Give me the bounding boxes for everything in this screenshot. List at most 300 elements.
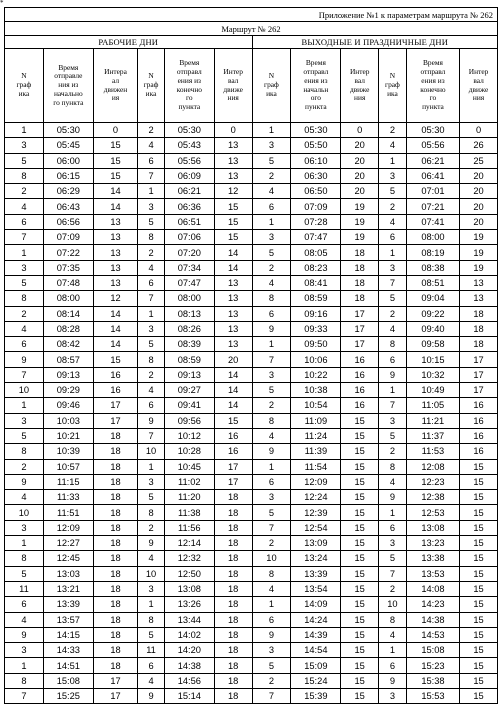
table-cell: 15: [341, 627, 379, 642]
table-cell: 17: [460, 367, 498, 382]
table-cell: 15:25: [43, 688, 93, 703]
table-row: [5, 459, 498, 474]
table-cell: 15: [460, 688, 498, 703]
table-cell: 8: [138, 230, 165, 245]
col-interval: Интер вал движе ния: [460, 49, 498, 123]
table-cell: 8: [5, 168, 44, 183]
table-cell: 11:37: [406, 428, 459, 443]
table-cell: 4: [138, 551, 165, 566]
table-cell: 9: [5, 474, 44, 489]
table-cell: 15: [460, 627, 498, 642]
table-cell: 12:50: [164, 566, 214, 581]
table-cell: 1: [379, 153, 407, 168]
table-cell: 13: [93, 245, 137, 260]
col-schedule-no: N граф ика: [252, 49, 291, 123]
table-cell: 13: [93, 230, 137, 245]
table-cell: 11:38: [164, 505, 214, 520]
col-schedule-no: N граф ика: [379, 49, 407, 123]
table-cell: 4: [379, 474, 407, 489]
table-cell: 17: [214, 474, 252, 489]
table-cell: 06:15: [43, 168, 93, 183]
table-cell: 5: [379, 291, 407, 306]
table-cell: 8: [5, 673, 44, 688]
table-cell: 18: [214, 597, 252, 612]
table-cell: 7: [5, 230, 44, 245]
table-cell: 11:02: [164, 474, 214, 489]
table-cell: 6: [138, 398, 165, 413]
table-row: [5, 291, 498, 306]
table-cell: 10:49: [406, 383, 459, 398]
table-row: [5, 551, 498, 566]
table-row: [5, 536, 498, 551]
table-row: [5, 352, 498, 367]
table-cell: 15: [460, 658, 498, 673]
table-cell: 18: [214, 490, 252, 505]
table-cell: 12:08: [406, 459, 459, 474]
col-dep-end: Время отправл ения из конечно го пункта: [406, 49, 459, 123]
table-cell: 05:56: [164, 153, 214, 168]
table-cell: 1: [5, 123, 44, 138]
table-cell: 06:56: [43, 214, 93, 229]
table-cell: 18: [341, 275, 379, 290]
table-cell: 7: [5, 688, 44, 703]
table-cell: 15: [214, 230, 252, 245]
table-cell: 2: [138, 123, 165, 138]
table-cell: 07:35: [43, 260, 93, 275]
table-cell: 15: [460, 490, 498, 505]
table-row: [5, 337, 498, 352]
table-cell: 4: [138, 260, 165, 275]
table-cell: 06:41: [406, 168, 459, 183]
table-cell: 09:29: [43, 383, 93, 398]
table-cell: 3: [138, 581, 165, 596]
table-cell: 05:45: [43, 138, 93, 153]
table-cell: 9: [5, 352, 44, 367]
table-cell: 4: [379, 214, 407, 229]
table-cell: 26: [460, 138, 498, 153]
table-cell: 13:03: [43, 566, 93, 581]
col-dep-start: Время отправле ния из начально го пункта: [43, 49, 93, 123]
table-cell: 15:09: [291, 658, 341, 673]
table-cell: 07:21: [406, 199, 459, 214]
table-cell: 14:38: [164, 658, 214, 673]
table-cell: 17: [93, 413, 137, 428]
table-cell: 5: [138, 337, 165, 352]
table-cell: 13: [214, 306, 252, 321]
table-cell: 06:36: [164, 199, 214, 214]
table-cell: 3: [252, 138, 291, 153]
table-cell: 8: [138, 352, 165, 367]
table-cell: 15:14: [164, 688, 214, 703]
table-cell: 2: [138, 367, 165, 382]
table-cell: 15:39: [291, 688, 341, 703]
table-cell: 5: [252, 658, 291, 673]
table-cell: 11:21: [406, 413, 459, 428]
col-interval: Интера ал движен ия: [93, 49, 137, 123]
table-cell: 4: [252, 428, 291, 443]
table-cell: 10:28: [164, 444, 214, 459]
table-cell: 17: [460, 383, 498, 398]
table-cell: 9: [379, 367, 407, 382]
route-title: Маршрут № 262: [5, 22, 498, 36]
table-cell: 08:00: [164, 291, 214, 306]
table-cell: 3: [5, 643, 44, 658]
table-cell: 16: [93, 383, 137, 398]
table-cell: 18: [214, 627, 252, 642]
table-cell: 15: [341, 520, 379, 535]
table-cell: 18: [93, 581, 137, 596]
table-cell: 8: [252, 413, 291, 428]
table-cell: 7: [252, 688, 291, 703]
table-cell: 06:00: [43, 153, 93, 168]
table-cell: 4: [5, 199, 44, 214]
table-row: [5, 627, 498, 642]
table-cell: 09:16: [291, 306, 341, 321]
table-cell: 11:54: [291, 459, 341, 474]
table-cell: 09:04: [406, 291, 459, 306]
table-cell: 18: [93, 612, 137, 627]
table-cell: 10:39: [43, 444, 93, 459]
table-cell: 15: [341, 474, 379, 489]
table-cell: 2: [379, 306, 407, 321]
table-cell: 08:41: [291, 275, 341, 290]
table-cell: 10: [138, 444, 165, 459]
table-cell: 07:47: [164, 275, 214, 290]
table-cell: 20: [460, 214, 498, 229]
table-cell: 1: [138, 184, 165, 199]
table-cell: 18: [214, 520, 252, 535]
table-cell: 14:02: [164, 627, 214, 642]
table-cell: 0: [460, 123, 498, 138]
table-cell: 5: [379, 551, 407, 566]
table-cell: 7: [252, 520, 291, 535]
table-cell: 08:59: [164, 352, 214, 367]
table-cell: 06:10: [291, 153, 341, 168]
table-cell: 1: [138, 306, 165, 321]
table-cell: 10: [138, 566, 165, 581]
table-cell: 3: [379, 536, 407, 551]
table-cell: 6: [252, 306, 291, 321]
table-cell: 1: [5, 398, 44, 413]
table-cell: 09:13: [164, 367, 214, 382]
table-cell: 15: [341, 428, 379, 443]
table-cell: 07:48: [43, 275, 93, 290]
table-cell: 13: [93, 214, 137, 229]
table-cell: 11:53: [406, 444, 459, 459]
table-cell: 9: [138, 413, 165, 428]
table-cell: 8: [252, 566, 291, 581]
table-cell: 15: [341, 505, 379, 520]
table-cell: 17: [214, 459, 252, 474]
table-cell: 18: [214, 643, 252, 658]
table-cell: 15: [93, 168, 137, 183]
table-cell: 07:22: [43, 245, 93, 260]
table-cell: 1: [252, 459, 291, 474]
table-cell: 3: [379, 413, 407, 428]
table-cell: 2: [379, 123, 407, 138]
table-cell: 10:54: [291, 398, 341, 413]
table-cell: 16: [460, 444, 498, 459]
table-cell: 17: [93, 398, 137, 413]
table-cell: 5: [5, 566, 44, 581]
table-cell: 06:21: [406, 153, 459, 168]
table-cell: 19: [460, 245, 498, 260]
table-cell: 1: [379, 505, 407, 520]
table-cell: 2: [5, 459, 44, 474]
table-cell: 15: [341, 413, 379, 428]
table-cell: 11:20: [164, 490, 214, 505]
table-cell: 7: [138, 291, 165, 306]
table-cell: 7: [379, 566, 407, 581]
table-cell: 15: [460, 474, 498, 489]
table-cell: 17: [93, 673, 137, 688]
table-cell: 1: [5, 245, 44, 260]
table-cell: 18: [214, 658, 252, 673]
table-cell: 12:14: [164, 536, 214, 551]
table-cell: 15: [341, 643, 379, 658]
table-cell: 0: [341, 123, 379, 138]
table-cell: 15: [341, 444, 379, 459]
table-cell: 15: [214, 214, 252, 229]
table-cell: 16: [460, 428, 498, 443]
table-cell: 16: [341, 383, 379, 398]
table-cell: 16: [214, 444, 252, 459]
table-cell: 18: [341, 245, 379, 260]
table-cell: 3: [5, 138, 44, 153]
table-cell: 3: [379, 168, 407, 183]
table-cell: 13: [214, 168, 252, 183]
table-cell: 18: [93, 474, 137, 489]
table-cell: 16: [214, 428, 252, 443]
table-row: [5, 184, 498, 199]
table-cell: 5: [138, 627, 165, 642]
table-cell: 2: [379, 581, 407, 596]
table-cell: 5: [252, 245, 291, 260]
table-cell: 18: [93, 597, 137, 612]
table-row: [5, 245, 498, 260]
table-cell: 7: [379, 398, 407, 413]
table-cell: 18: [214, 536, 252, 551]
table-cell: 07:34: [164, 260, 214, 275]
table-cell: 09:33: [291, 321, 341, 336]
table-cell: 11:33: [43, 490, 93, 505]
col-dep-start: Время отправл ения из начальн ого пункта: [291, 49, 341, 123]
table-cell: 14: [214, 398, 252, 413]
table-cell: 18: [214, 673, 252, 688]
table-cell: 3: [138, 321, 165, 336]
table-cell: 10:32: [406, 367, 459, 382]
table-cell: 08:28: [43, 321, 93, 336]
table-cell: 07:20: [164, 245, 214, 260]
table-cell: 11:39: [291, 444, 341, 459]
table-cell: 1: [5, 536, 44, 551]
table-cell: 10:03: [43, 413, 93, 428]
group-weekends: ВЫХОДНЫЕ И ПРАЗДНИЧНЫЕ ДНИ: [252, 36, 497, 49]
table-cell: 13:23: [406, 536, 459, 551]
table-cell: 16: [341, 367, 379, 382]
table-cell: 9: [252, 321, 291, 336]
table-cell: 12: [214, 184, 252, 199]
table-row: [5, 413, 498, 428]
table-cell: 08:42: [43, 337, 93, 352]
table-cell: 4: [5, 490, 44, 505]
table-cell: 14: [93, 184, 137, 199]
corner-mark: *: [0, 0, 4, 7]
table-cell: 15: [214, 199, 252, 214]
table-cell: 09:50: [291, 337, 341, 352]
table-row: [5, 490, 498, 505]
table-cell: 4: [138, 138, 165, 153]
table-cell: 20: [341, 184, 379, 199]
table-row: [5, 474, 498, 489]
table-cell: 17: [460, 352, 498, 367]
table-cell: 8: [5, 291, 44, 306]
table-cell: 15:24: [291, 673, 341, 688]
table-cell: 13: [214, 337, 252, 352]
table-cell: 14:09: [291, 597, 341, 612]
table-row: [5, 214, 498, 229]
table-cell: 11:09: [291, 413, 341, 428]
table-cell: 13:39: [43, 597, 93, 612]
table-row: [5, 306, 498, 321]
table-cell: 4: [138, 383, 165, 398]
table-cell: 18: [93, 551, 137, 566]
table-cell: 05:50: [291, 138, 341, 153]
table-cell: 6: [252, 612, 291, 627]
table-cell: 1: [379, 643, 407, 658]
table-cell: 08:19: [406, 245, 459, 260]
table-cell: 7: [252, 352, 291, 367]
table-cell: 13: [93, 275, 137, 290]
table-cell: 1: [138, 459, 165, 474]
table-row: [5, 153, 498, 168]
table-cell: 5: [252, 383, 291, 398]
table-cell: 11: [138, 643, 165, 658]
table-cell: 10:06: [291, 352, 341, 367]
table-cell: 15: [341, 459, 379, 474]
table-cell: 5: [252, 505, 291, 520]
table-cell: 18: [214, 612, 252, 627]
table-cell: 12: [93, 291, 137, 306]
table-cell: 20: [341, 138, 379, 153]
table-cell: 18: [460, 337, 498, 352]
table-cell: 11:05: [406, 398, 459, 413]
table-cell: 07:09: [43, 230, 93, 245]
table-row: [5, 520, 498, 535]
table-cell: 3: [5, 520, 44, 535]
col-dep-end: Время отправл ения из конечно го пункта: [164, 49, 214, 123]
table-cell: 6: [379, 520, 407, 535]
table-cell: 9: [138, 536, 165, 551]
table-cell: 15: [460, 643, 498, 658]
table-cell: 14: [214, 260, 252, 275]
table-cell: 10:22: [291, 367, 341, 382]
col-schedule-no: N граф ика: [5, 49, 44, 123]
table-cell: 18: [341, 291, 379, 306]
table-cell: 13:26: [164, 597, 214, 612]
table-cell: 08:23: [291, 260, 341, 275]
table-cell: 15:23: [406, 658, 459, 673]
table-cell: 14: [93, 199, 137, 214]
table-cell: 9: [252, 627, 291, 642]
table-cell: 15: [460, 597, 498, 612]
table-cell: 4: [252, 275, 291, 290]
table-cell: 08:51: [406, 275, 459, 290]
table-cell: 13:39: [291, 566, 341, 581]
table-cell: 10:57: [43, 459, 93, 474]
table-cell: 11: [5, 581, 44, 596]
table-cell: 13:21: [43, 581, 93, 596]
table-cell: 07:47: [291, 230, 341, 245]
table-cell: 19: [460, 230, 498, 245]
table-cell: 18: [93, 536, 137, 551]
table-cell: 18: [460, 321, 498, 336]
table-cell: 13: [214, 275, 252, 290]
table-cell: 18: [214, 551, 252, 566]
table-cell: 07:01: [406, 184, 459, 199]
table-cell: 15: [341, 688, 379, 703]
table-row: [5, 168, 498, 183]
table-cell: 5: [5, 153, 44, 168]
table-cell: 2: [252, 536, 291, 551]
table-cell: 1: [379, 383, 407, 398]
table-cell: 5: [138, 490, 165, 505]
table-row: [5, 658, 498, 673]
table-cell: 8: [379, 612, 407, 627]
table-cell: 15: [214, 413, 252, 428]
table-cell: 7: [5, 367, 44, 382]
table-cell: 4: [379, 321, 407, 336]
table-cell: 20: [214, 352, 252, 367]
table-cell: 20: [460, 184, 498, 199]
table-cell: 07:09: [291, 199, 341, 214]
table-cell: 2: [138, 245, 165, 260]
table-cell: 09:40: [406, 321, 459, 336]
table-cell: 13:24: [291, 551, 341, 566]
table-cell: 5: [379, 184, 407, 199]
table-cell: 18: [93, 566, 137, 581]
table-cell: 2: [252, 673, 291, 688]
table-cell: 15: [460, 536, 498, 551]
table-cell: 10:15: [406, 352, 459, 367]
table-cell: 9: [138, 688, 165, 703]
table-cell: 13: [214, 291, 252, 306]
table-cell: 13: [214, 153, 252, 168]
table-cell: 16: [460, 413, 498, 428]
table-cell: 13:09: [291, 536, 341, 551]
table-cell: 18: [93, 627, 137, 642]
table-cell: 10:12: [164, 428, 214, 443]
table-cell: 08:38: [406, 260, 459, 275]
table-cell: 09:41: [164, 398, 214, 413]
table-cell: 14:56: [164, 673, 214, 688]
table-cell: 18: [214, 566, 252, 581]
table-cell: 8: [138, 505, 165, 520]
table-cell: 15: [460, 459, 498, 474]
table-cell: 2: [252, 168, 291, 183]
table-cell: 13: [93, 260, 137, 275]
table-cell: 3: [252, 230, 291, 245]
table-cell: 5: [138, 214, 165, 229]
table-cell: 16: [460, 398, 498, 413]
table-cell: 11:15: [43, 474, 93, 489]
table-cell: 18: [214, 505, 252, 520]
table-cell: 12:09: [291, 474, 341, 489]
table-cell: 3: [5, 260, 44, 275]
table-cell: 08:13: [164, 306, 214, 321]
table-row: [5, 428, 498, 443]
table-cell: 15:38: [406, 673, 459, 688]
